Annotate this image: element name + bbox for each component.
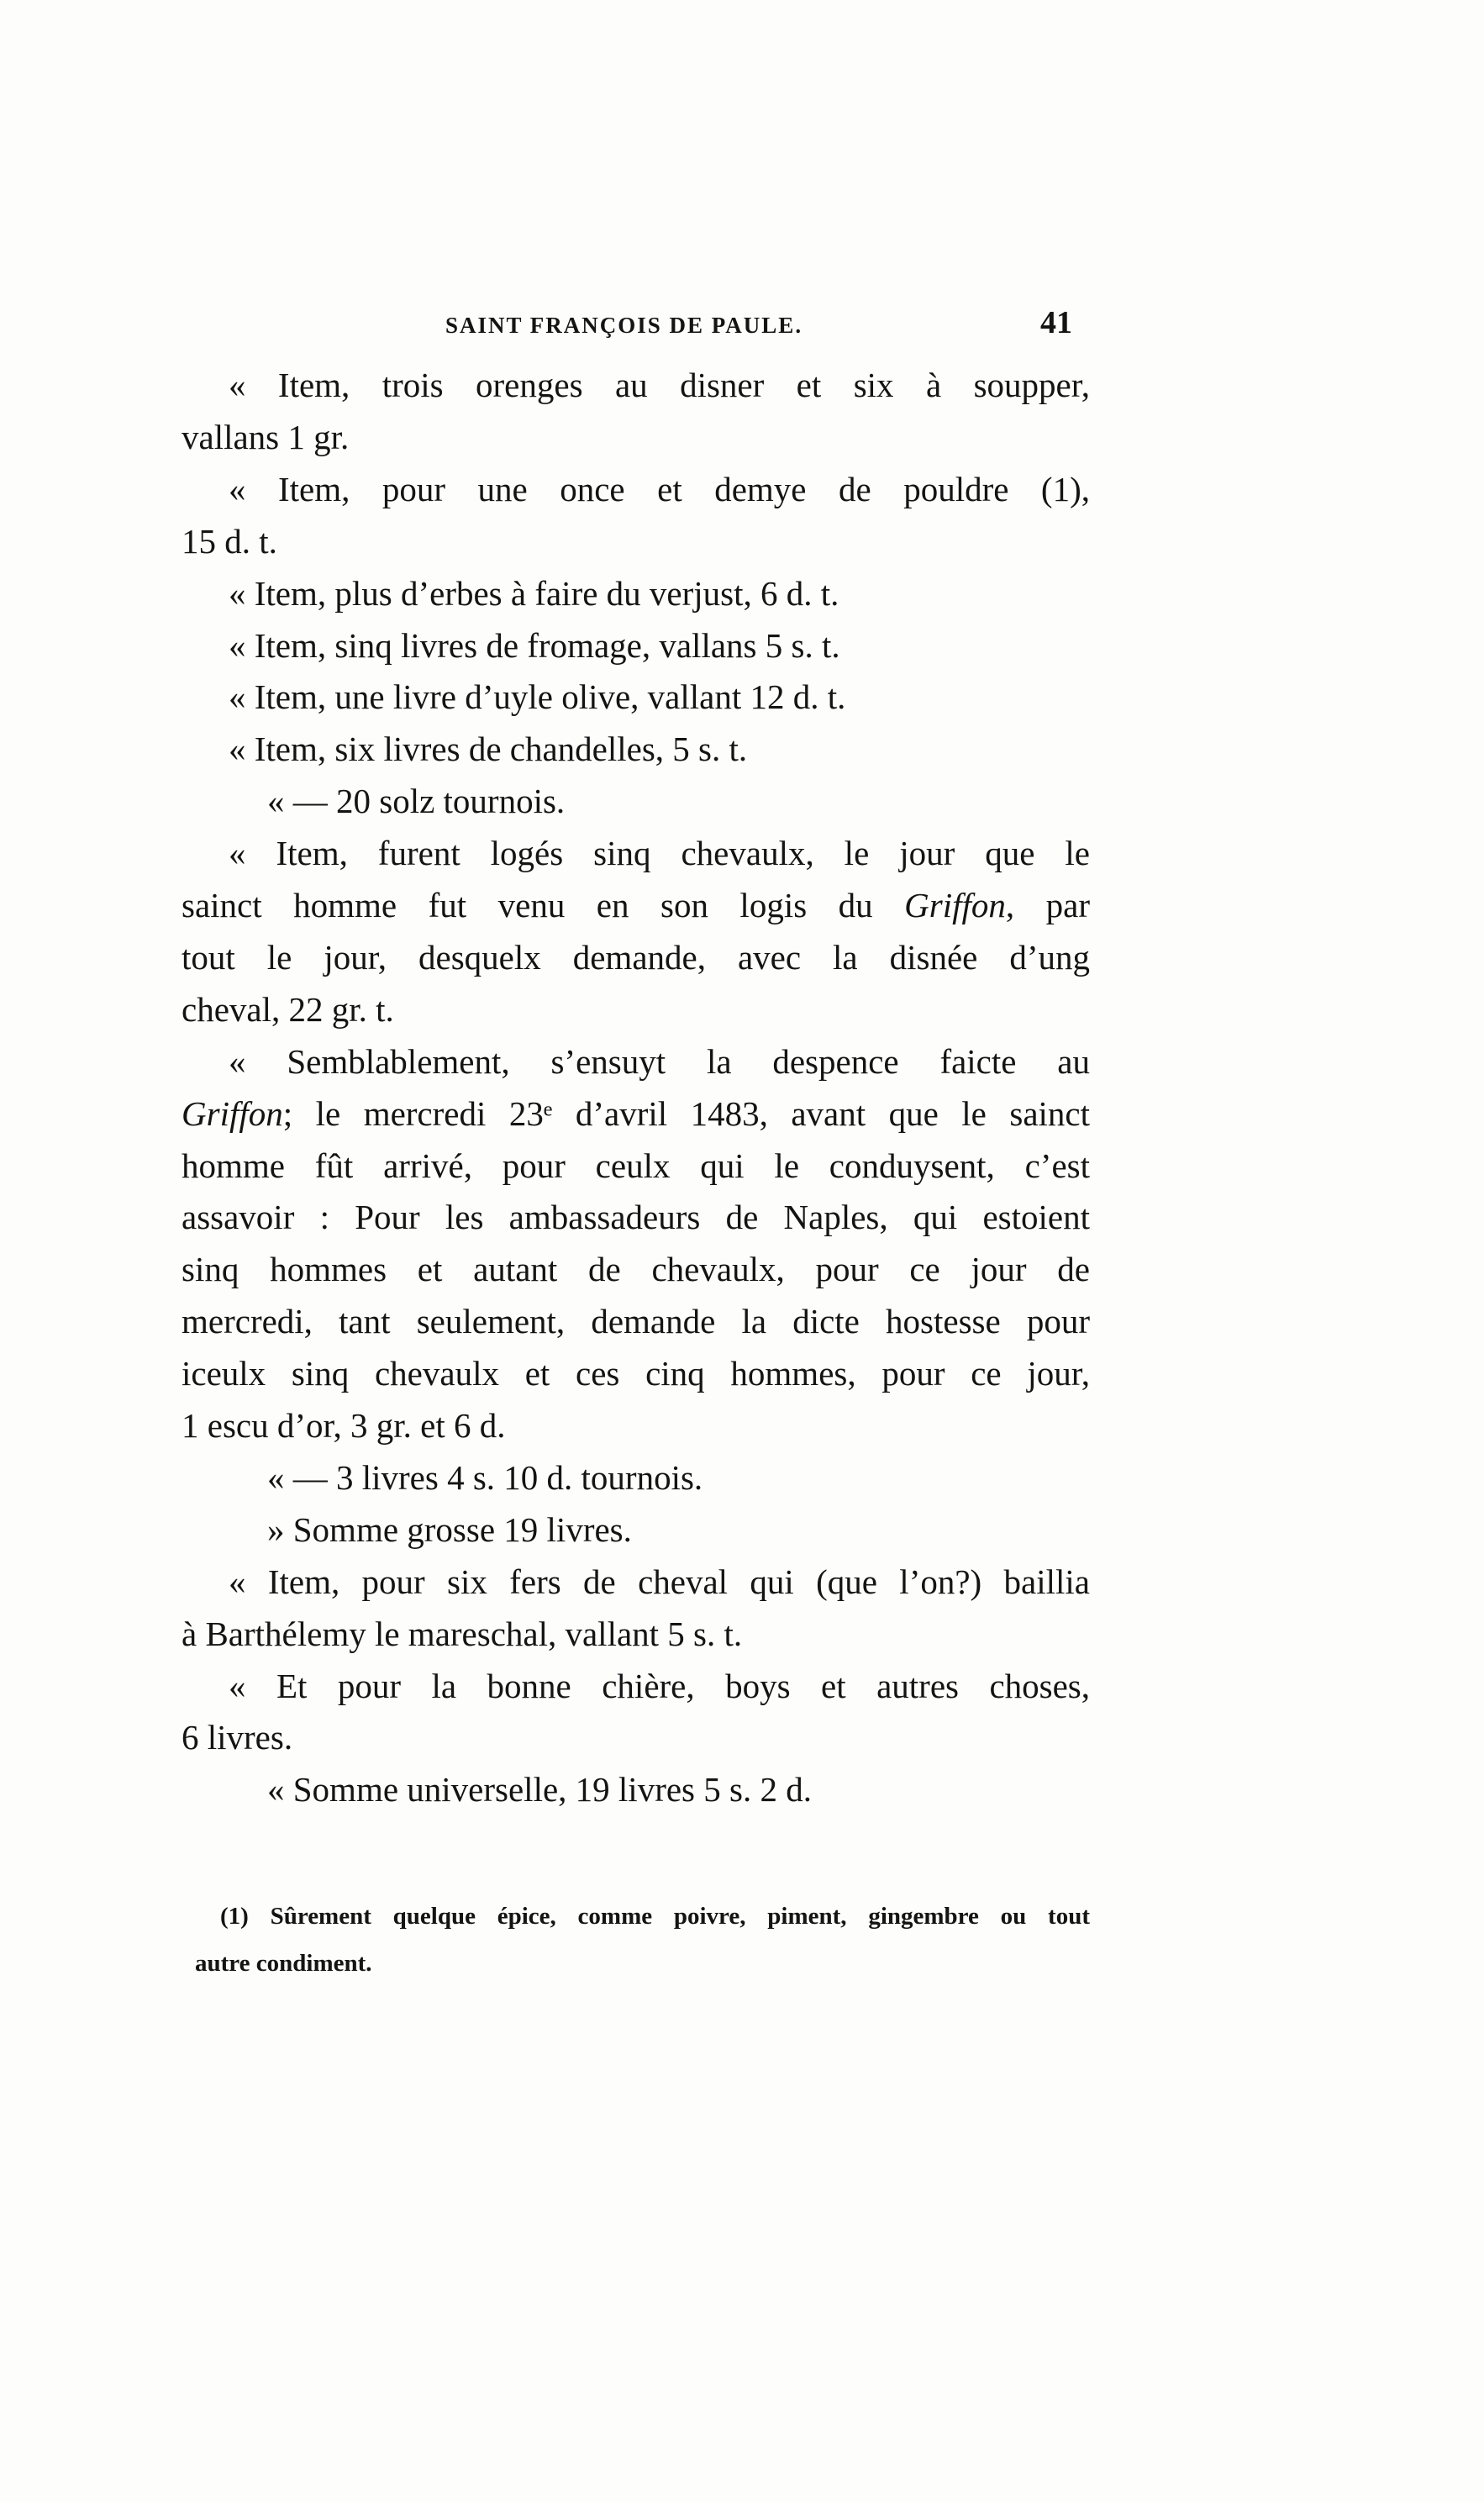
text-segment: « Item, six livres de chandelles, 5 s. t. (229, 730, 748, 769)
text-segment: sainct homme fut venu en son logis du (182, 886, 905, 924)
text-line (267, 780, 565, 822)
text-line (229, 1561, 1090, 1603)
text-segment: sinq hommes et autant de chevaulx, pour ce jour de (182, 1250, 1090, 1289)
text-segment: iceulx sinq chevaulx et ces cinq hommes, pour ce jour, (182, 1354, 1090, 1393)
text-line (267, 1456, 703, 1499)
text-segment: vallans 1 gr. (182, 417, 350, 456)
text-line (229, 364, 1090, 406)
text-segment: 6 livres. (182, 1718, 293, 1757)
text-segment: « Item, pour six fers de cheval qui (que l’on?) baillia (229, 1562, 1090, 1601)
italic-text: Griffon (182, 1093, 283, 1133)
text-line (182, 1145, 1090, 1187)
text-line (229, 468, 1090, 510)
text-line (229, 624, 840, 666)
text-line (182, 988, 394, 1030)
text-line (182, 1404, 506, 1446)
text-segment: « — 20 solz tournois. (267, 782, 566, 821)
text-segment: « Item, plus d’erbes à faire du verjust, 6 d. t. (229, 573, 839, 613)
text-line (182, 884, 1090, 926)
text-segment: 15 d. t. (182, 521, 277, 561)
text-segment: à Barthélemy le mareschal, vallant 5 s. t. (182, 1614, 743, 1653)
text-line (182, 1248, 1090, 1290)
text-line (182, 1352, 1090, 1394)
text-segment: « Item, une livre d’uyle olive, vallant 12 d. t. (229, 677, 846, 717)
text-line (229, 832, 1090, 874)
text-line (182, 936, 1090, 978)
text-segment: ; le mercredi 23ᵉ d’avril 1483, avant que le sainct (282, 1093, 1090, 1133)
footnote-line: autre condiment. (195, 1950, 372, 1977)
italic-text: Griffon (904, 886, 1006, 924)
text-line (229, 1040, 1090, 1082)
text-segment: « Item, pour une once et demye de pouldre (1), (229, 469, 1090, 508)
text-line (267, 1509, 632, 1551)
text-segment: « Et pour la bonne chière, boys et autres choses, (229, 1666, 1090, 1705)
text-line (182, 520, 277, 562)
text-line (229, 1665, 1090, 1707)
text-segment: tout le jour, desquelx demande, avec la disnée d’ung (182, 937, 1090, 977)
text-segment: 1 escu d’or, 3 gr. et 6 d. (182, 1406, 506, 1445)
text-segment: cheval, 22 gr. t. (182, 989, 394, 1029)
text-line (182, 1093, 1090, 1135)
text-segment: homme fût arrivé, pour ceulx qui le conduysent, c’est (182, 1146, 1090, 1185)
running-title: SAINT FRANÇOIS DE PAULE. (445, 313, 803, 338)
text-segment: » Somme grosse 19 livres. (267, 1509, 632, 1549)
text-segment: assavoir : Pour les ambassadeurs de Naples, qui estoient (182, 1198, 1090, 1237)
text-segment: mercredi, tant seulement, demande la dicte hostesse pour (182, 1302, 1090, 1341)
text-segment: « Somme universelle, 19 livres 5 s. 2 d. (267, 1770, 812, 1809)
text-line (182, 1716, 292, 1758)
text-line (182, 1196, 1090, 1238)
text-line (182, 1613, 742, 1655)
footnote-line: (1) Sûrement quelque épice, comme poivre, piment, gingembre ou tout (220, 1903, 1090, 1930)
page-number: 41 (1040, 305, 1072, 340)
text-line (229, 572, 839, 614)
text-segment: « — 3 livres 4 s. 10 d. tournois. (267, 1457, 703, 1497)
text-line (267, 1768, 812, 1810)
text-segment: , par (1005, 886, 1090, 924)
text-line (229, 728, 747, 770)
text-line (182, 416, 349, 458)
text-segment: « Semblablement, s’ensuyt la despence faicte au (229, 1041, 1090, 1081)
text-segment: « Item, trois orenges au disner et six à soupper, (229, 366, 1090, 404)
text-line (182, 1300, 1090, 1342)
text-line (229, 676, 845, 718)
text-segment: « Item, furent logés sinq chevaulx, le jour que le (229, 834, 1090, 873)
text-segment: « Item, sinq livres de fromage, vallans 5 s. t. (229, 625, 840, 665)
